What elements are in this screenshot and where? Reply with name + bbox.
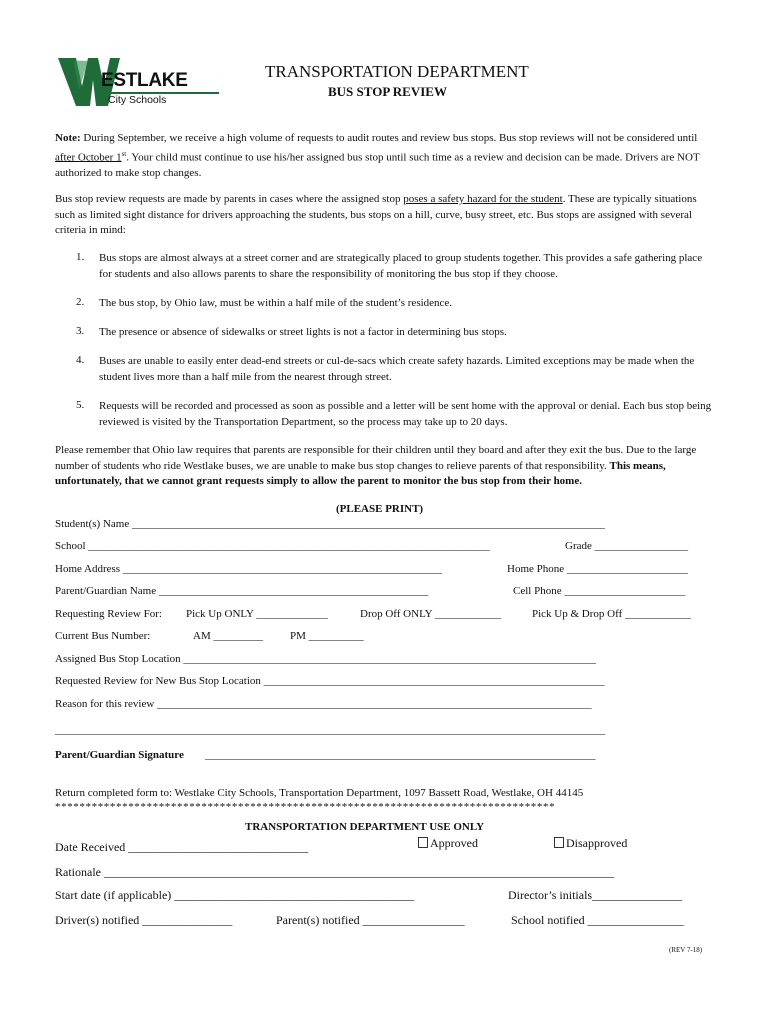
office-use-title: TRANSPORTATION DEPARTMENT USE ONLY — [245, 821, 485, 833]
reason-line-2[interactable]: ____________________________________________________________________________________________________ — [55, 724, 605, 736]
criteria-text-2: The bus stop, by Ohio law, must be within a half mile of the student’s residence. — [99, 297, 453, 309]
criteria-num-1: 1. — [76, 251, 85, 263]
assigned-stop-field[interactable]: Assigned Bus Stop Location ___________________________________________________________________________ — [55, 653, 596, 665]
pickup-only-field[interactable]: Pick Up ONLY _____________ — [186, 608, 328, 620]
remember-text: Please remember that Ohio law requires that parents are responsible for their children until they board and after they exit the bus. Due to the large number of students who ride Westlake buses, we are unable to make bus stop changes to relieve parents of that responsibility. — [55, 444, 697, 472]
criteria-intro-underlined: poses a safety hazard for the student — [403, 193, 563, 205]
start-date-field[interactable]: Start date (if applicable) ________________________________________ — [55, 888, 415, 902]
logo-name: ESTLAKE — [101, 70, 188, 91]
return-address: Return completed form to: Westlake City Schools, Transportation Department, 1097 Bassett Road, Westlake, OH 44145 — [55, 787, 584, 799]
grade-field[interactable]: Grade _________________ — [565, 540, 689, 552]
criteria-intro-1: Bus stop review requests are made by parents in cases where the assigned stop — [55, 193, 404, 205]
note-text-2: . Your child must continue to use his/her assigned bus stop until such time as a review and decision can be made. Drivers are NOT authorized to make stop changes. — [55, 151, 700, 179]
disapproved-label: Disapproved — [566, 836, 628, 850]
parent-notified-field[interactable]: Parent(s) notified _________________ — [276, 913, 465, 927]
pickup-dropoff-field[interactable]: Pick Up & Drop Off ____________ — [532, 608, 691, 620]
school-field[interactable]: School _________________________________________________________________________ — [55, 540, 490, 552]
approved-option[interactable] — [418, 836, 478, 851]
criteria-text-1: Bus stops are almost always at a street corner and are strategically placed to group students together. This provides a safe gathering place for students and also allows parents to share the responsibility of monitoring the bus stop if they choose. — [99, 252, 703, 280]
bus-am-field[interactable]: AM _________ — [193, 630, 263, 642]
criteria-num-5: 5. — [76, 399, 85, 411]
driver-notified-field[interactable]: Driver(s) notified _______________ — [55, 913, 233, 927]
criteria-intro — [55, 192, 715, 239]
criteria-num-2: 2. — [76, 296, 85, 308]
criteria-num-3: 3. — [76, 325, 85, 337]
dropoff-only-field[interactable]: Drop Off ONLY ____________ — [360, 608, 501, 620]
please-print: (PLEASE PRINT) — [336, 503, 424, 515]
revision-note: (REV 7-18) — [669, 946, 703, 954]
note-text-1: During September, we receive a high volume of requests to audit routes and review bus stops. Bus stop reviews will not be considered until — [83, 132, 698, 144]
criteria-num-4: 4. — [76, 354, 85, 366]
bus-pm-field[interactable]: PM __________ — [290, 630, 364, 642]
home-address-field[interactable]: Home Address __________________________________________________________ — [55, 563, 442, 575]
criteria-text-4: Buses are unable to easily enter dead-end streets or cul-de-sacs which create safety hazards. Limited exceptions may be made when the student lives more than a half mile from the nearest through street. — [99, 355, 695, 383]
note-date: after October 1 — [55, 151, 122, 164]
director-initials-field[interactable]: Director’s initials_______________ — [508, 888, 683, 902]
reason-field[interactable]: Reason for this review _______________________________________________________________________________ — [55, 698, 592, 710]
signature-field[interactable]: _______________________________________________________________________ — [205, 749, 596, 761]
approved-label: Approved — [430, 836, 478, 850]
bus-number-label: Current Bus Number: — [55, 630, 151, 642]
note-paragraph — [55, 131, 715, 181]
note-label: Note: — [55, 132, 81, 144]
page-title: TRANSPORTATION DEPARTMENT — [265, 62, 529, 81]
cell-phone-field[interactable]: Cell Phone ______________________ — [513, 585, 686, 597]
criteria-text-3: The presence or absence of sidewalks or street lights is not a factor in determining bus stops. — [99, 326, 507, 338]
disapproved-option[interactable] — [554, 836, 627, 851]
logo-sub: City Schools — [108, 94, 167, 106]
parent-name-field[interactable]: Parent/Guardian Name _________________________________________________ — [55, 585, 429, 597]
date-received-field[interactable]: Date Received ______________________________ — [55, 840, 309, 854]
rationale-field[interactable]: Rationale _____________________________________________________________________________________ — [55, 865, 614, 879]
approved-checkbox[interactable] — [418, 837, 428, 848]
disapproved-checkbox[interactable] — [554, 837, 564, 848]
divider-stars: ********************************************************************************** — [55, 801, 556, 813]
criteria-intro-2: . These are typically situations such as limited sight distance for drivers approaching the students, bus stops on a hill, curve, busy street, etc. Bus stops are assigned with several criteria in mind: — [55, 193, 697, 236]
signature-label: Parent/Guardian Signature — [55, 749, 184, 761]
note-sup: st — [121, 149, 127, 158]
requested-stop-field[interactable]: Requested Review for New Bus Stop Location ______________________________________________________________ — [55, 675, 605, 687]
page-subtitle: BUS STOP REVIEW — [328, 84, 447, 99]
home-phone-field[interactable]: Home Phone ______________________ — [507, 563, 688, 575]
criteria-text-5: Requests will be recorded and processed as soon as possible and a letter will be sent home with the approval or denial. Each bus stop being reviewed is visited by the Transportation Department, so the process may take up to 20 days. — [99, 400, 712, 428]
school-notified-field[interactable]: School notified ________________ — [511, 913, 684, 927]
requesting-review-label: Requesting Review For: — [55, 608, 162, 620]
remember-paragraph — [55, 443, 715, 490]
remember-bold: This means, unfortunately, that we cannot grant requests simply to allow the parent to monitor the bus stop from their home. — [55, 459, 666, 487]
students-name-field[interactable]: Student(s) Name ______________________________________________________________________________________ — [55, 518, 605, 530]
district-logo — [56, 56, 226, 112]
